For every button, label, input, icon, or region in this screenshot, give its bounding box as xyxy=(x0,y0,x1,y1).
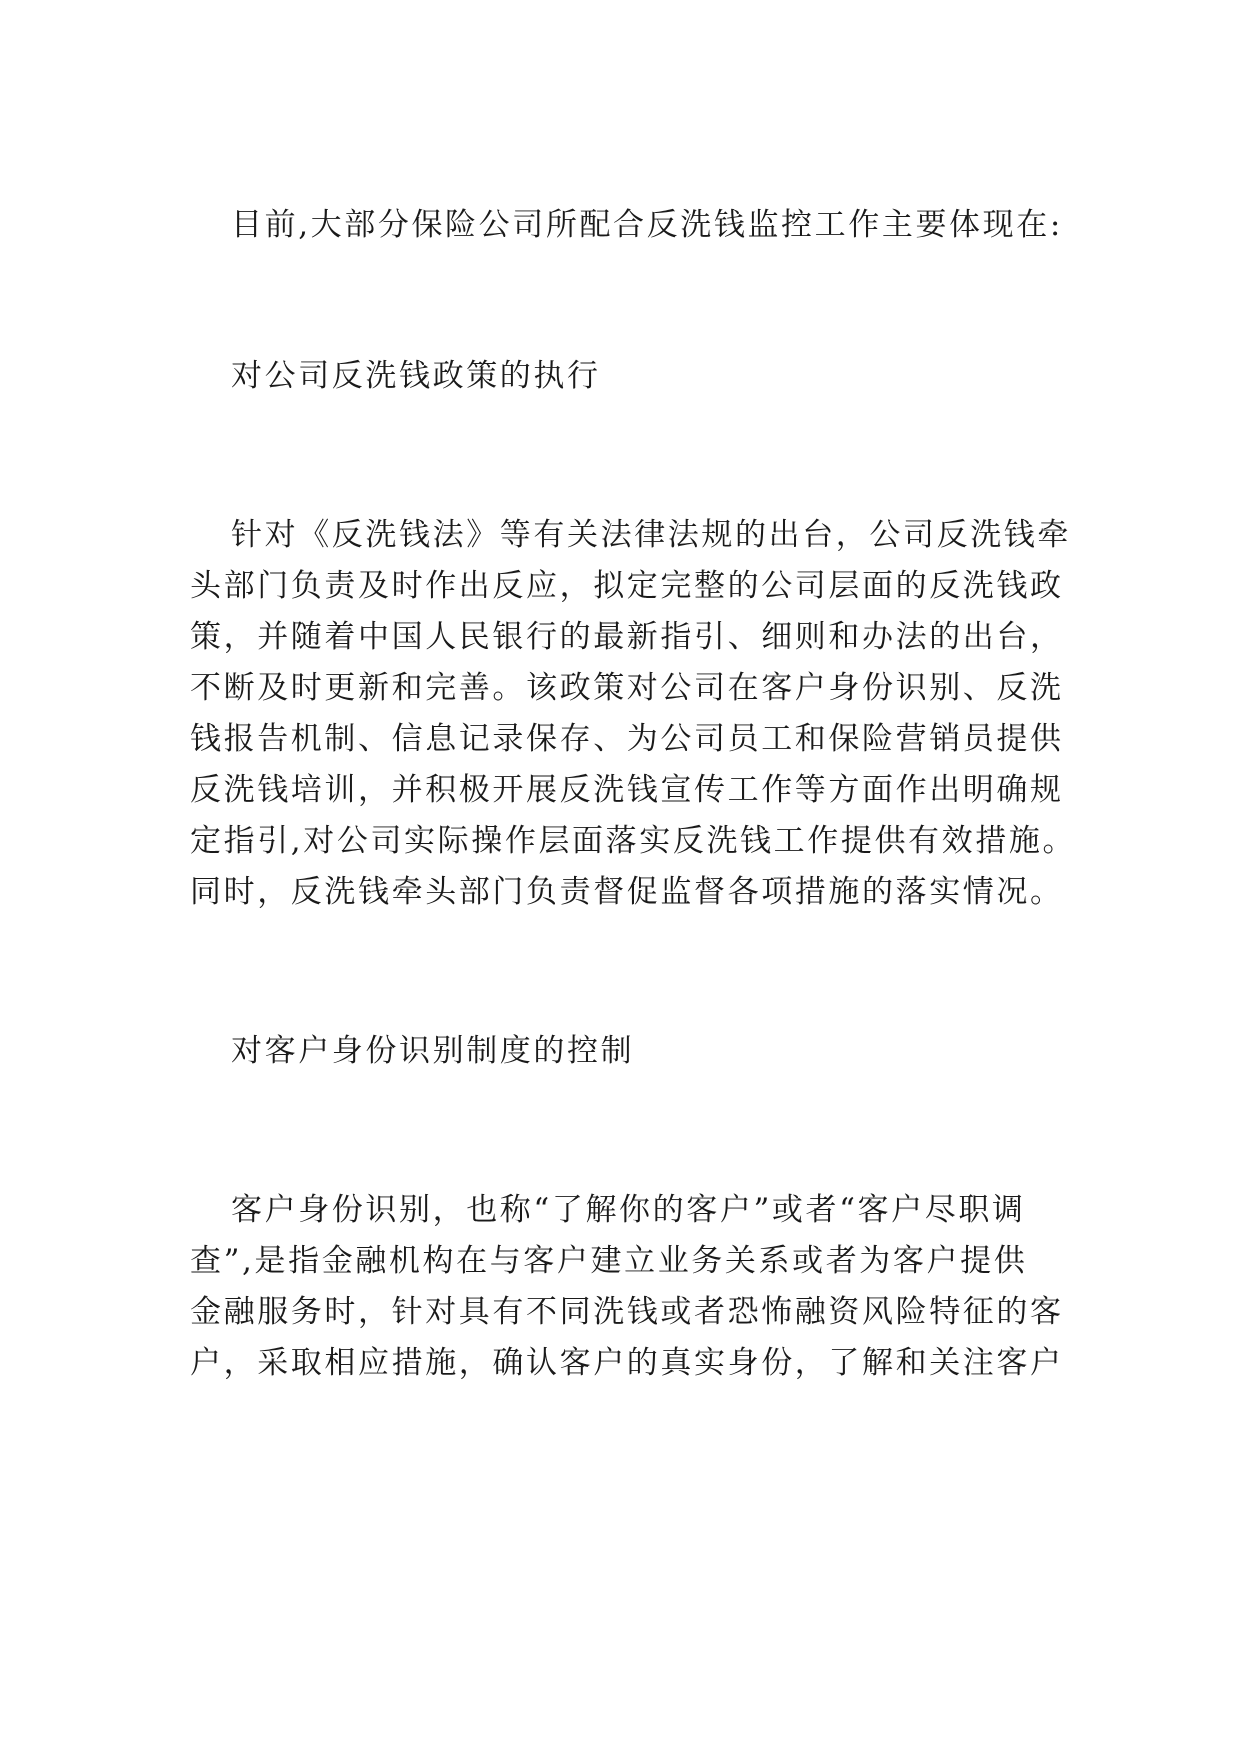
section-heading-policy: 对公司反洗钱政策的执行 xyxy=(231,358,601,394)
paragraph-line: 客户身份识别，也称“了解你的客户”或者“客户尽职调 xyxy=(231,1192,1026,1228)
paragraph-line: 头部门负责及时作出反应，拟定完整的公司层面的反洗钱政 xyxy=(190,568,1064,604)
paragraph-line: 金融服务时，针对具有不同洗钱或者恐怖融资风险特征的客 xyxy=(190,1294,1064,1330)
paragraph-line: 查”,是指金融机构在与客户建立业务关系或者为客户提供 xyxy=(190,1243,1028,1279)
paragraph-line: 策，并随着中国人民银行的最新指引、细则和办法的出台， xyxy=(190,619,1064,655)
paragraph-line: 户，采取相应措施，确认客户的真实身份，了解和关注客户 xyxy=(190,1345,1064,1381)
paragraph-line: 钱报告机制、信息记录保存、为公司员工和保险营销员提供 xyxy=(190,721,1064,757)
paragraph-line: 同时，反洗钱牵头部门负责督促监督各项措施的落实情况。 xyxy=(190,874,1064,910)
section-heading-customer-id: 对客户身份识别制度的控制 xyxy=(231,1033,635,1069)
intro-text: 目前,大部分保险公司所配合反洗钱监控工作主要体现在: xyxy=(231,207,1063,243)
paragraph-line: 反洗钱培训，并积极开展反洗钱宣传工作等方面作出明确规 xyxy=(190,772,1064,808)
paragraph-line: 不断及时更新和完善。该政策对公司在客户身份识别、反洗 xyxy=(190,670,1064,706)
paragraph-line: 针对《反洗钱法》等有关法律法规的出台，公司反洗钱牵 xyxy=(231,517,1071,553)
paragraph-line: 定指引,对公司实际操作层面落实反洗钱工作提供有效措施。 xyxy=(190,823,1077,859)
